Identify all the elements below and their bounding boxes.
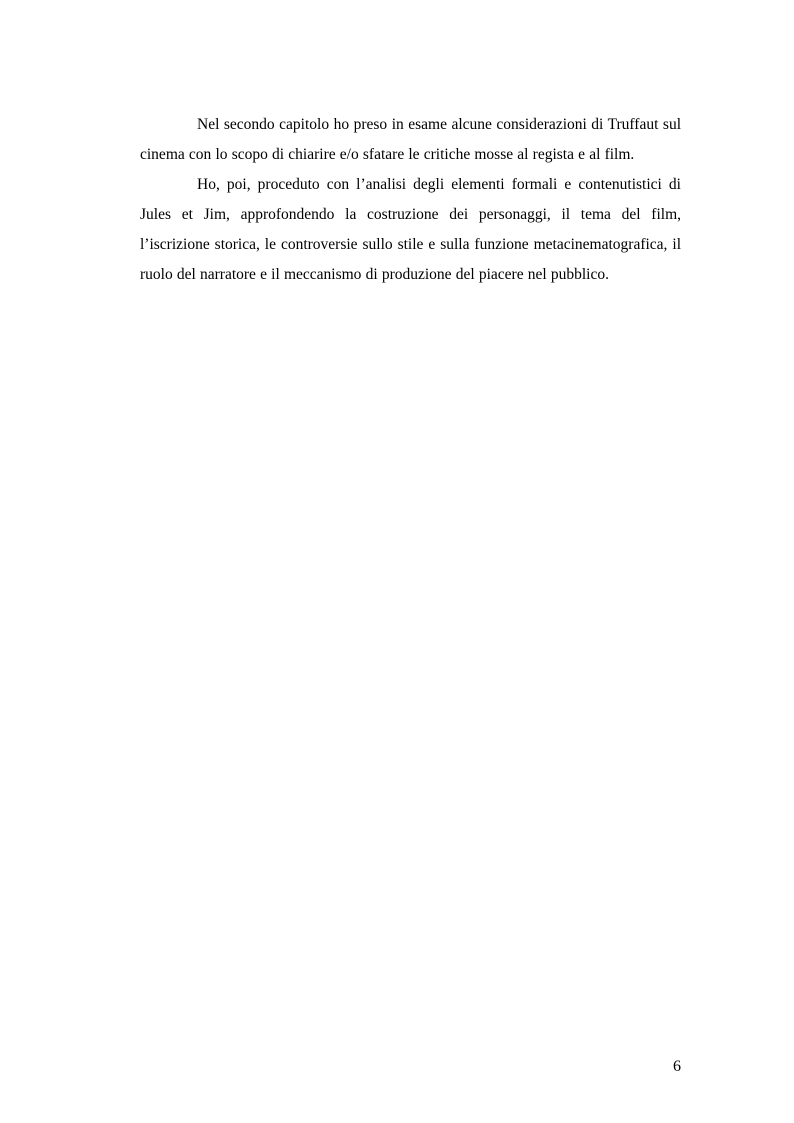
paragraph-truffaut-considerations: Nel secondo capitolo ho preso in esame alcune considerazioni di Truffaut sul cinema con lo scopo di chiarire e/o sfatare le critiche mosse al regista e al film. [140,116,681,163]
page-number: 6 [673,1058,681,1075]
paragraph-film-analysis: Ho, poi, proceduto con l’analisi degli elementi formali e contenutistici di Jules et Jim, approfondendo la costruzione dei personaggi, il tema del film, l’iscrizione storica, le controversie sullo stile e sulla funzione metacinematografica, il ruolo del narratore e il meccanismo di produzione del piacere nel pubblico. [140,176,681,283]
body-text [140,110,681,290]
